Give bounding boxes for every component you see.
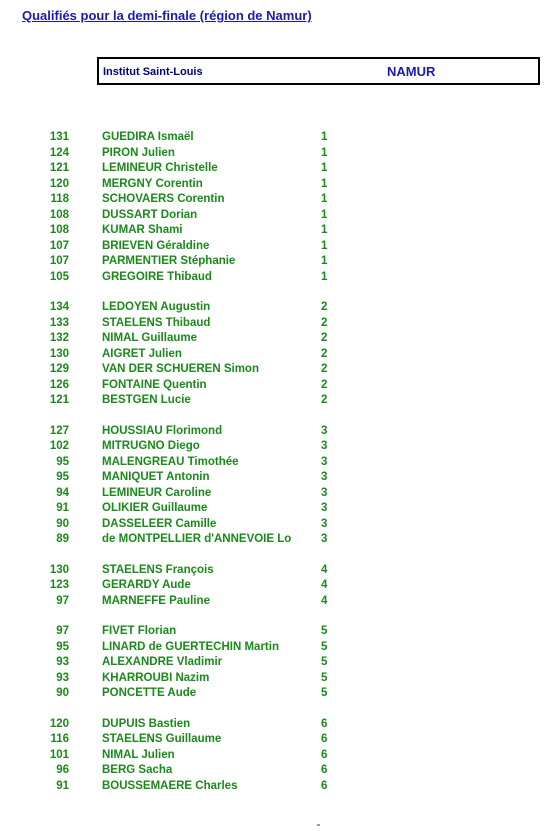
row-name: SCHOVAERS Corentin — [102, 193, 225, 205]
list-row — [0, 378, 556, 393]
list-row — [0, 671, 556, 686]
list-row — [0, 578, 556, 593]
list-row — [0, 501, 556, 516]
row-score: 93 — [56, 671, 69, 684]
list-row — [0, 748, 556, 763]
list-row — [0, 732, 556, 747]
row-score: 126 — [49, 378, 69, 391]
row-group: 3 — [321, 517, 328, 530]
list-row — [0, 130, 556, 145]
row-score: 105 — [49, 270, 69, 283]
row-score: 121 — [49, 394, 69, 406]
list-row — [0, 300, 556, 315]
row-score: 130 — [49, 347, 69, 360]
row-group: 6 — [321, 733, 328, 745]
row-group: 1 — [321, 146, 328, 159]
page-title: Qualifiés pour la demi-finale (région de Namur) — [22, 8, 312, 23]
row-group: 6 — [321, 779, 328, 792]
list-row — [0, 439, 556, 454]
list-row — [0, 517, 556, 532]
row-group: 5 — [321, 656, 328, 668]
row-score: 133 — [49, 316, 69, 329]
row-score: 95 — [56, 471, 69, 483]
row-score: 124 — [49, 146, 69, 159]
row-name: KUMAR Shami — [102, 224, 183, 236]
row-name: LEDOYEN Augustin — [102, 301, 211, 313]
row-score: 91 — [56, 502, 69, 514]
row-name: LEMINEUR Caroline — [102, 486, 212, 499]
row-score: 94 — [56, 486, 69, 499]
row-name: OLIKIER Guillaume — [102, 502, 208, 514]
row-group: 3 — [321, 424, 328, 437]
row-group: 5 — [321, 640, 328, 653]
row-score: 108 — [49, 208, 69, 221]
row-group: 1 — [321, 224, 328, 236]
row-group: 6 — [321, 748, 328, 761]
list-row — [0, 624, 556, 639]
row-score: 91 — [56, 779, 69, 792]
row-name: VAN DER SCHUEREN Simon — [102, 363, 259, 375]
list-row — [0, 563, 556, 578]
row-name: DASSELEER Camille — [102, 517, 217, 530]
list-row — [0, 686, 556, 701]
row-name: STAELENS Guillaume — [102, 733, 222, 745]
row-name: MARNEFFE Pauline — [102, 594, 210, 607]
row-group: 4 — [321, 563, 328, 576]
list-row — [0, 424, 556, 439]
row-group: 4 — [321, 579, 328, 591]
list-row — [0, 146, 556, 161]
list-row — [0, 331, 556, 346]
row-group: 3 — [321, 502, 328, 514]
row-group: 6 — [321, 717, 328, 730]
row-group: 1 — [321, 162, 328, 174]
row-name: NIMAL Julien — [102, 748, 175, 761]
row-score: 107 — [49, 255, 69, 267]
row-name: BESTGEN Lucie — [102, 394, 191, 406]
row-group: 2 — [321, 378, 328, 391]
row-name: DUPUIS Bastien — [102, 717, 191, 730]
row-score: 96 — [56, 764, 69, 776]
row-name: GUEDIRA Ismaël — [102, 131, 194, 143]
row-name: BERG Sacha — [102, 764, 173, 776]
row-name: STAELENS Thibaud — [102, 316, 211, 329]
row-group: 1 — [321, 270, 328, 283]
row-score: 90 — [56, 687, 69, 699]
row-name: NIMAL Guillaume — [102, 332, 197, 344]
scan-mark — [317, 824, 320, 826]
list-row — [0, 270, 556, 285]
list-row — [0, 316, 556, 331]
list-row — [0, 640, 556, 655]
row-name: GREGOIRE Thibaud — [102, 270, 212, 283]
row-name: BRIEVEN Géraldine — [102, 239, 210, 252]
row-name: MERGNY Corentin — [102, 177, 203, 190]
list-row — [0, 161, 556, 176]
row-group: 1 — [321, 239, 328, 252]
row-name: DUSSART Dorian — [102, 208, 198, 221]
row-score: 95 — [56, 455, 69, 468]
row-group: 3 — [321, 455, 328, 468]
row-score: 108 — [49, 224, 69, 236]
row-name: LEMINEUR Christelle — [102, 162, 218, 174]
row-name: FONTAINE Quentin — [102, 378, 207, 391]
row-name: AIGRET Julien — [102, 347, 182, 360]
row-score: 97 — [56, 625, 69, 637]
row-group: 5 — [321, 625, 328, 637]
row-score: 95 — [56, 640, 69, 653]
list-row — [0, 486, 556, 501]
row-group: 3 — [321, 533, 328, 545]
row-group: 5 — [321, 687, 328, 699]
list-row — [0, 208, 556, 223]
row-score: 118 — [50, 193, 69, 205]
row-group: 1 — [321, 131, 328, 143]
row-group: 1 — [321, 193, 328, 205]
row-name: de MONTPELLIER d'ANNEVOIE Lo — [102, 533, 292, 545]
list-row — [0, 655, 556, 670]
list-row — [0, 254, 556, 269]
list-row — [0, 594, 556, 609]
row-score: 90 — [56, 517, 69, 530]
row-score: 130 — [49, 563, 69, 576]
list-row — [0, 223, 556, 238]
row-group: 1 — [321, 255, 328, 267]
row-group: 1 — [321, 208, 328, 221]
row-score: 127 — [49, 424, 69, 437]
row-name: BOUSSEMAERE Charles — [102, 779, 238, 792]
row-group: 3 — [321, 440, 328, 452]
row-group: 2 — [321, 332, 328, 344]
row-name: KHARROUBI Nazim — [102, 671, 210, 684]
row-group: 6 — [321, 764, 328, 776]
school-name: Institut Saint-Louis — [103, 66, 203, 78]
row-group: 2 — [321, 316, 328, 329]
school-city: NAMUR — [387, 64, 436, 79]
list-row — [0, 532, 556, 547]
row-name: GERARDY Aude — [102, 579, 191, 591]
row-group: 2 — [321, 363, 328, 375]
row-name: HOUSSIAU Florimond — [102, 424, 223, 437]
list-row — [0, 779, 556, 794]
list-row — [0, 239, 556, 254]
row-score: 107 — [49, 239, 69, 252]
list-row — [0, 393, 556, 408]
row-score: 131 — [49, 131, 69, 143]
row-name: PIRON Julien — [102, 146, 175, 159]
row-group: 3 — [321, 486, 328, 499]
row-score: 116 — [50, 733, 69, 745]
row-name: FIVET Florian — [102, 625, 177, 637]
row-score: 120 — [49, 177, 69, 190]
row-score: 129 — [49, 363, 69, 375]
row-group: 2 — [321, 394, 328, 406]
list-row — [0, 763, 556, 778]
row-name: PARMENTIER Stéphanie — [102, 255, 236, 267]
row-name: STAELENS François — [102, 563, 214, 576]
row-group: 1 — [321, 177, 328, 190]
row-score: 101 — [49, 748, 69, 761]
list-row — [0, 470, 556, 485]
list-row — [0, 717, 556, 732]
row-group: 2 — [321, 347, 328, 360]
list-row — [0, 362, 556, 377]
row-score: 93 — [56, 656, 69, 668]
row-score: 102 — [49, 440, 69, 452]
list-row — [0, 347, 556, 362]
list-row — [0, 177, 556, 192]
list-row — [0, 455, 556, 470]
row-name: LINARD de GUERTECHIN Martin — [102, 640, 279, 653]
row-score: 132 — [49, 332, 69, 344]
row-score: 120 — [49, 717, 69, 730]
row-group: 5 — [321, 671, 328, 684]
row-group: 4 — [321, 594, 328, 607]
list-row — [0, 192, 556, 207]
row-name: MANIQUET Antonin — [102, 471, 210, 483]
row-score: 121 — [49, 162, 69, 174]
row-score: 123 — [49, 579, 69, 591]
row-group: 2 — [321, 301, 328, 313]
school-box — [97, 57, 540, 85]
row-name: PONCETTE Aude — [102, 687, 197, 699]
row-score: 89 — [56, 533, 69, 545]
row-name: ALEXANDRE Vladimir — [102, 656, 223, 668]
row-group: 3 — [321, 471, 328, 483]
row-score: 97 — [56, 594, 69, 607]
row-name: MITRUGNO Diego — [102, 440, 200, 452]
row-score: 134 — [49, 301, 69, 313]
row-name: MALENGREAU Timothée — [102, 455, 239, 468]
